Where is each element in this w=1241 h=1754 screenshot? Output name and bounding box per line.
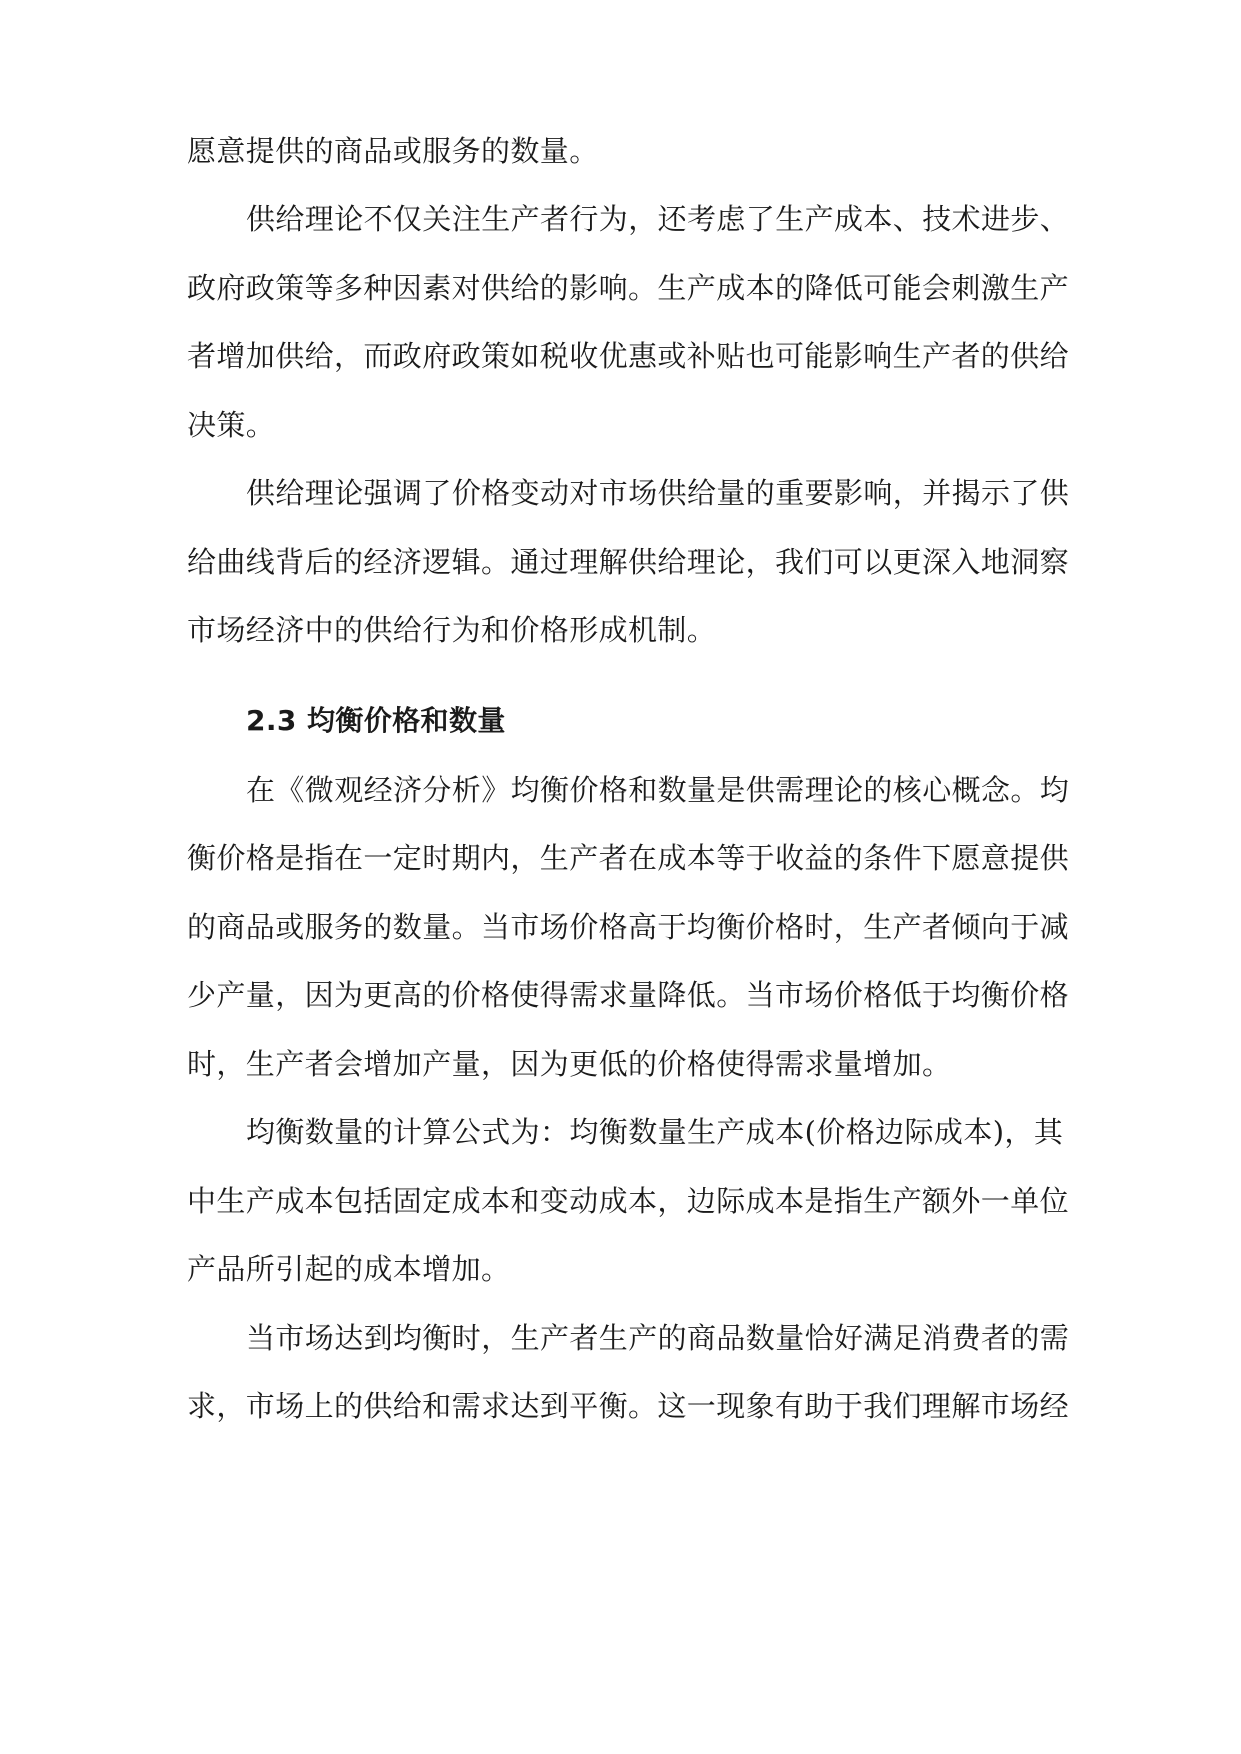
- paragraph-supply-factors-line-3: 者增加供给，而政府政策如税收优惠或补贴也可能影响生产者的供给: [187, 339, 1070, 373]
- paragraph-formula-line-1: 均衡数量的计算公式为：均衡数量生产成本(价格边际成本)，其: [246, 1115, 1064, 1149]
- paragraph-intro-tail-line-1: 愿意提供的商品或服务的数量。: [187, 134, 599, 168]
- paragraph-equilibrium-def-line-2: 衡价格是指在一定时期内，生产者在成本等于收益的条件下愿意提供: [187, 841, 1070, 875]
- paragraph-equilibrium-def-line-5: 时，生产者会增加产量，因为更低的价格使得需求量增加。: [187, 1047, 952, 1081]
- paragraph-supply-factors-line-2: 政府政策等多种因素对供给的影响。生产成本的降低可能会刺激生产: [187, 271, 1070, 305]
- paragraph-equilibrium-def-line-4: 少产量，因为更高的价格使得需求量降低。当市场价格低于均衡价格: [187, 978, 1070, 1012]
- paragraph-equilibrium-def-line-1: 在《微观经济分析》均衡价格和数量是供需理论的核心概念。均: [246, 773, 1070, 807]
- paragraph-supply-summary-line-1: 供给理论强调了价格变动对市场供给量的重要影响，并揭示了供: [246, 476, 1070, 510]
- paragraph-equilibrium-def-line-3: 的商品或服务的数量。当市场价格高于均衡价格时，生产者倾向于减: [187, 910, 1070, 944]
- section-heading: 2.3 均衡价格和数量: [246, 704, 506, 737]
- paragraph-balance-line-1: 当市场达到均衡时，生产者生产的商品数量恰好满足消费者的需: [246, 1321, 1070, 1355]
- paragraph-formula-line-2: 中生产成本包括固定成本和变动成本，边际成本是指生产额外一单位: [187, 1184, 1070, 1218]
- paragraph-supply-summary-line-3: 市场经济中的供给行为和价格形成机制。: [187, 613, 717, 647]
- paragraph-balance-line-2: 求，市场上的供给和需求达到平衡。这一现象有助于我们理解市场经: [187, 1389, 1070, 1423]
- paragraph-supply-factors-line-1: 供给理论不仅关注生产者行为，还考虑了生产成本、技术进步、: [246, 202, 1070, 236]
- paragraph-supply-factors-line-4: 决策。: [187, 408, 276, 442]
- paragraph-supply-summary-line-2: 给曲线背后的经济逻辑。通过理解供给理论，我们可以更深入地洞察: [187, 545, 1070, 579]
- paragraph-formula-line-3: 产品所引起的成本增加。: [187, 1252, 511, 1286]
